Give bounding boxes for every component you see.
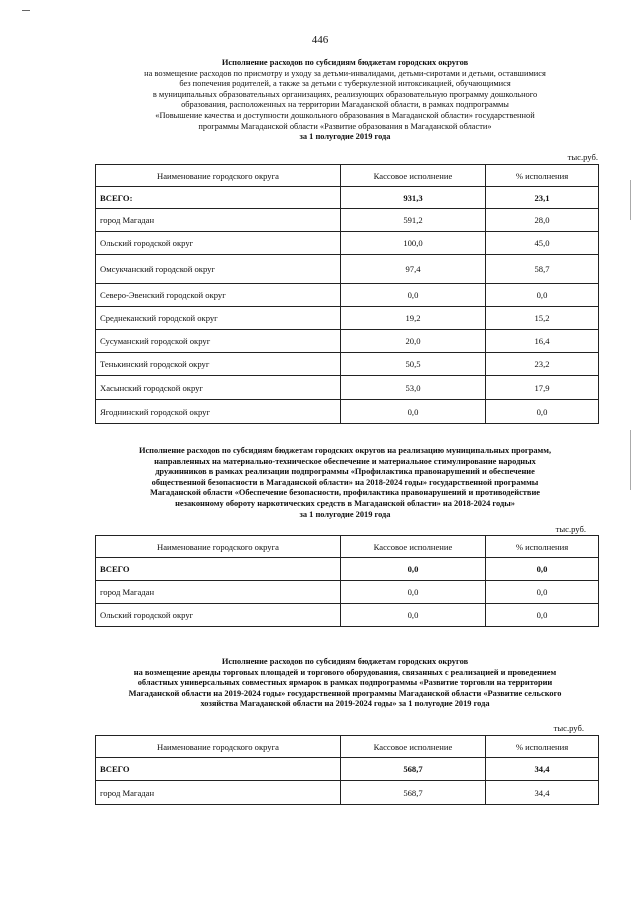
table-header-row <box>96 165 599 187</box>
table-row <box>96 376 599 400</box>
cell-cash: 20,0 <box>341 330 486 353</box>
table-row <box>96 781 599 805</box>
section1-table <box>95 164 599 424</box>
section2-table <box>95 535 599 627</box>
title-line: Магаданской области на 2019-2024 годы» государственной программы Магаданской области «Развитие сельского <box>128 688 562 698</box>
table-row-total <box>96 758 599 781</box>
section2-title <box>90 446 600 520</box>
table-row <box>96 353 599 376</box>
title-line: без попечения родителей, а также за детьми с туберкулезной интоксикацией, обучающимися <box>179 79 511 89</box>
title-line: на возмещение расходов по присмотру и уходу за детьми-инвалидами, детьми-сиротами и детьми, оставшимися <box>144 68 546 78</box>
cell-district: Ольский городской округ <box>96 604 341 627</box>
units-label: тыс.руб. <box>553 723 584 733</box>
cell-district: ВСЕГО: <box>96 187 341 209</box>
cell-percent: 0,0 <box>486 581 599 604</box>
section3-table <box>95 735 599 805</box>
cell-cash: 97,4 <box>341 255 486 284</box>
cell-district: ВСЕГО <box>96 558 341 581</box>
scan-corner-mark <box>22 10 30 11</box>
table-row <box>96 400 599 424</box>
cell-cash: 0,0 <box>341 284 486 307</box>
cell-percent: 45,0 <box>486 232 599 255</box>
title-line: Исполнение расходов по субсидиям бюджетам городских округов на реализацию муниципальных программ, <box>138 446 552 455</box>
cell-cash: 50,5 <box>341 353 486 376</box>
table-row <box>96 255 599 284</box>
header-percent: % исполнения <box>486 736 599 758</box>
units-label: тыс.руб. <box>567 152 598 162</box>
title-line: за 1 полугодие 2019 года <box>299 509 391 519</box>
title-line: за 1 полугодие 2019 года <box>299 132 391 142</box>
header-district: Наименование городского округа <box>96 536 341 558</box>
cell-percent: 0,0 <box>486 400 599 424</box>
header-district: Наименование городского округа <box>96 736 341 758</box>
cell-percent: 28,0 <box>486 209 599 232</box>
title-line: областных универсальных совместных ярмарок в рамках подпрограммы «Развитие торговли на территории <box>137 678 553 688</box>
cell-percent: 0,0 <box>486 284 599 307</box>
section1-title <box>90 58 600 143</box>
cell-cash: 0,0 <box>341 604 486 627</box>
cell-district: Ягоднинский городской округ <box>96 400 341 424</box>
table-row <box>96 330 599 353</box>
page-number: 446 <box>311 34 329 46</box>
header-district: Наименование городского округа <box>96 165 341 187</box>
scan-edge-mark <box>630 180 631 220</box>
cell-percent: 34,4 <box>486 781 599 805</box>
title-line: программы Магаданской области «Развитие образования в Магаданской области» <box>198 121 492 131</box>
cell-district: Ольский городской округ <box>96 232 341 255</box>
table-row <box>96 307 599 330</box>
title-line: Исполнение расходов по субсидиям бюджетам городских округов <box>221 58 469 67</box>
cell-district: Тенькинский городской округ <box>96 353 341 376</box>
table-row <box>96 581 599 604</box>
cell-district: Северо-Эвенский городской округ <box>96 284 341 307</box>
cell-cash: 931,3 <box>341 187 486 209</box>
table-row-total <box>96 187 599 209</box>
table-row <box>96 284 599 307</box>
title-line: Магаданской области «Обеспечение безопасности, профилактика правонарушений и противодействие <box>150 488 540 498</box>
cell-percent: 58,7 <box>486 255 599 284</box>
header-cash: Кассовое исполнение <box>341 736 486 758</box>
cell-district: город Магадан <box>96 209 341 232</box>
title-line: направленных на материально-техническое обеспечение и материальное стимулирование народных <box>154 456 536 466</box>
header-percent: % исполнения <box>486 165 599 187</box>
title-line: в муниципальных образовательных организациях, реализующих образовательную программу дошкольного <box>152 89 538 99</box>
cell-cash: 0,0 <box>341 400 486 424</box>
table-row-total <box>96 558 599 581</box>
cell-cash: 19,2 <box>341 307 486 330</box>
header-cash: Кассовое исполнение <box>341 536 486 558</box>
cell-district: город Магадан <box>96 781 341 805</box>
title-line: хозяйства Магаданской области на 2019-2024 годы» за 1 полугодие 2019 года <box>200 699 490 709</box>
table-row <box>96 209 599 232</box>
cell-percent: 0,0 <box>486 604 599 627</box>
header-percent: % исполнения <box>486 536 599 558</box>
table-header-row <box>96 736 599 758</box>
cell-district: ВСЕГО <box>96 758 341 781</box>
cell-cash: 0,0 <box>341 581 486 604</box>
title-line: на возмещение аренды торговых площадей и торгового оборудования, связанных с реализацией и проведением <box>133 667 557 677</box>
cell-district: Омсукчанский городской округ <box>96 255 341 284</box>
table-header-row <box>96 536 599 558</box>
cell-cash: 591,2 <box>341 209 486 232</box>
title-line: дружинников в рамках реализации подпрограммы «Профилактика правонарушений и обеспечение <box>155 467 535 477</box>
units-label: тыс.руб. <box>555 524 586 534</box>
scan-edge-mark <box>630 430 631 490</box>
table-row <box>96 604 599 627</box>
section3-title <box>90 657 600 710</box>
header-cash: Кассовое исполнение <box>341 165 486 187</box>
cell-cash: 53,0 <box>341 376 486 400</box>
cell-district: Хасынский городской округ <box>96 376 341 400</box>
title-line: образования, расположенных на территории Магаданской области, в рамках подпрограммы <box>181 100 509 110</box>
cell-percent: 17,9 <box>486 376 599 400</box>
cell-percent: 0,0 <box>486 558 599 581</box>
cell-percent: 23,1 <box>486 187 599 209</box>
cell-percent: 15,2 <box>486 307 599 330</box>
title-line: «Повышение качества и доступности дошкольного образования в Магаданской области» государственной <box>155 110 535 120</box>
title-line: Исполнение расходов по субсидиям бюджетам городских округов <box>221 657 469 666</box>
cell-percent: 16,4 <box>486 330 599 353</box>
cell-cash: 568,7 <box>341 781 486 805</box>
cell-percent: 34,4 <box>486 758 599 781</box>
cell-cash: 100,0 <box>341 232 486 255</box>
table-row <box>96 232 599 255</box>
title-line: незаконному обороту наркотических средств в Магаданской области» на 2018-2024 годы» <box>175 498 515 508</box>
cell-cash: 0,0 <box>341 558 486 581</box>
cell-district: город Магадан <box>96 581 341 604</box>
cell-district: Сусуманский городской округ <box>96 330 341 353</box>
cell-district: Среднеканский городской округ <box>96 307 341 330</box>
cell-percent: 23,2 <box>486 353 599 376</box>
title-line: общественной безопасности в Магаданской области» на 2018-2024 годы» государственной программы <box>151 477 539 487</box>
cell-cash: 568,7 <box>341 758 486 781</box>
